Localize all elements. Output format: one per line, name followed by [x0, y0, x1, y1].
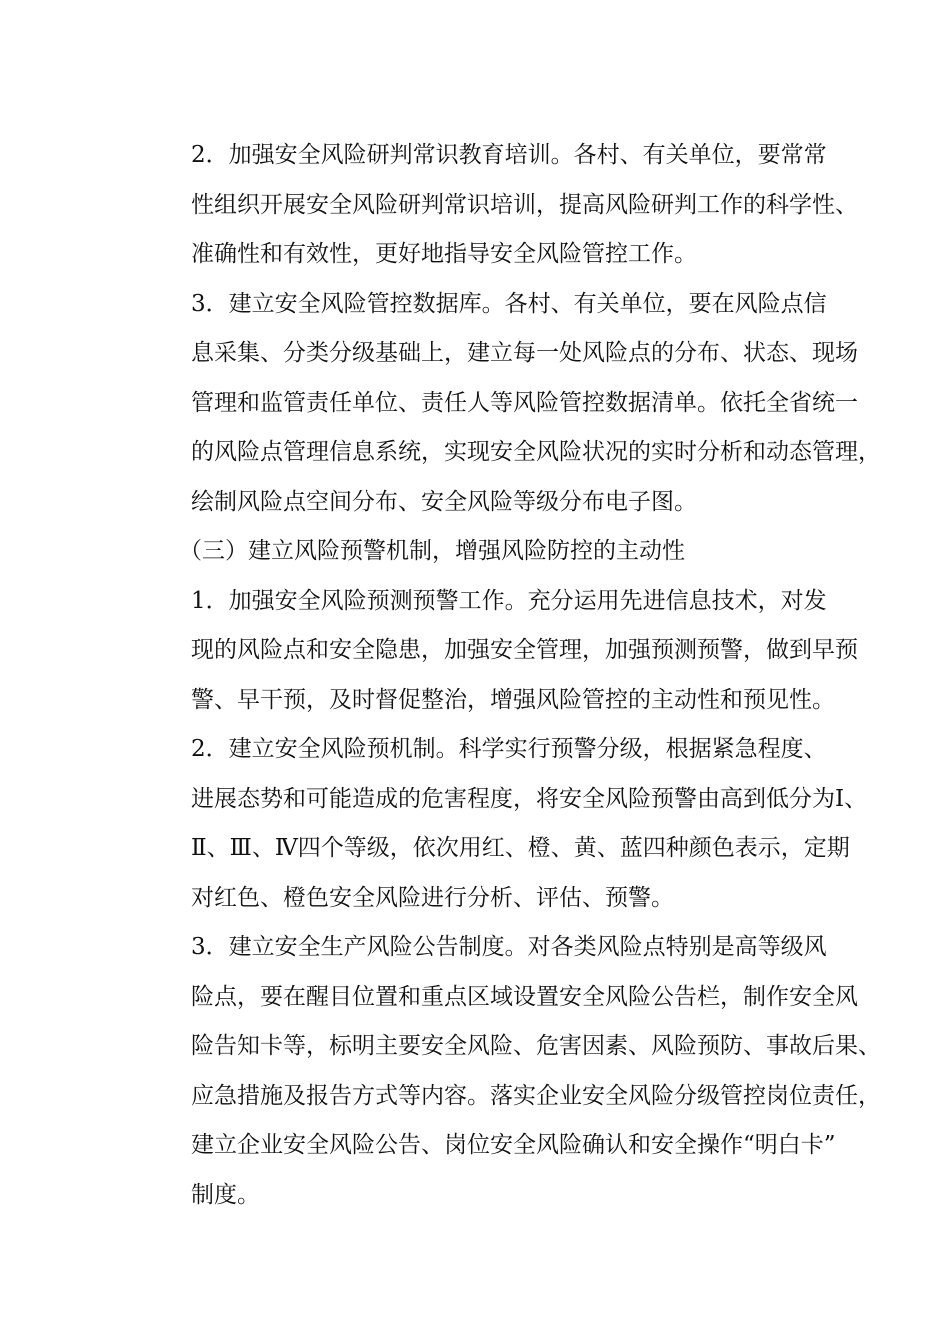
text-line: 3．建立安全生产风险公告制度。对各类风险点特别是高等级风 — [191, 934, 827, 960]
paragraph-risk-training — [145, 131, 858, 280]
text-line: 建立企业安全风险公告、岗位安全风险确认和安全操作“明白卡” — [191, 1132, 836, 1158]
text-line: 险点，要在醒目位置和重点区域设置安全风险公告栏，制作安全风 — [191, 983, 858, 1010]
text-line: 3．建立安全风险管控数据库。各村、有关单位，要在风险点信 — [191, 290, 827, 317]
text-line: 管理和监管责任单位、责任人等风险管控数据清单。依托全省统一 — [191, 389, 858, 416]
text-line: 息采集、分类分级基础上，建立每一处风险点的分布、状态、现场 — [191, 340, 858, 366]
paragraph-risk-announcement — [145, 923, 881, 1220]
text-line: 警、早干预，及时督促整治，增强风险管控的主动性和预见性。 — [191, 686, 835, 713]
text-line: 进展态势和可能造成的危害程度，将安全风险预警由高到低分为Ⅰ、 — [191, 785, 868, 812]
text-line: 的风险点管理信息系统，实现安全风险状况的实时分析和动态管理， — [191, 439, 881, 465]
text-line: 性组织开展安全风险研判常识培训，提高风险研判工作的科学性、 — [191, 191, 858, 218]
paragraph-warning-levels — [145, 725, 868, 923]
text-line: 2．加强安全风险研判常识教育培训。各村、有关单位，要常常 — [191, 142, 827, 168]
text-line: 对红色、橙色安全风险进行分析、评估、预警。 — [191, 884, 674, 911]
text-line: 2．建立安全风险预机制。科学实行预警分级，根据紧急程度、 — [191, 736, 827, 762]
paragraph-risk-database — [145, 280, 881, 528]
text-line: 1．加强安全风险预测预警工作。充分运用先进信息技术，对发 — [191, 587, 827, 614]
text-line: 现的风险点和安全隐患，加强安全管理，加强预测预警，做到早预 — [191, 637, 858, 663]
text-line: 应急措施及报告方式等内容。落实企业安全风险分级管控岗位责任， — [191, 1082, 881, 1109]
document-body — [145, 131, 881, 1220]
text-line: 险告知卡等，标明主要安全风险、危害因素、风险预防、事故后果、 — [191, 1033, 881, 1059]
text-line: Ⅱ、Ⅲ、Ⅳ四个等级，依次用红、橙、黄、蓝四种颜色表示，定期 — [191, 835, 850, 861]
heading-line: （三）建立风险预警机制，增强风险防控的主动性 — [179, 538, 685, 564]
section-heading — [145, 527, 835, 577]
paragraph-risk-forecast — [145, 577, 858, 726]
text-line: 制度。 — [191, 1181, 260, 1208]
text-line: 绘制风险点空间分布、安全风险等级分布电子图。 — [191, 488, 697, 515]
text-line: 准确性和有效性，更好地指导安全风险管控工作。 — [191, 241, 697, 267]
